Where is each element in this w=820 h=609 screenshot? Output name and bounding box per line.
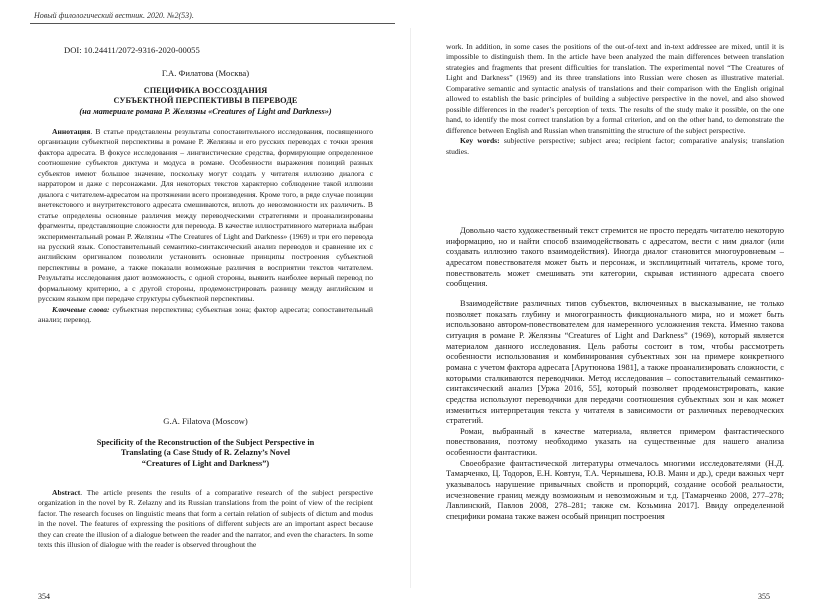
title-ru (38, 86, 373, 117)
right-page (410, 0, 820, 609)
abstract-en-text: . The article presents the results of a comparative research of the subject perspective organization in the novel by R. Zelazny and its Russian translations from the point of view of the recipient factor. The research focuses on linguistic means that form a certain relation of subjects of dictum and modus in the novel. The features of expressing the positions of different subjects are an important aspect because they can create the illusion of a dialogue between the reader and the narrator, and even the characters. In some texts this illusion of dialogue with the reader is observed throughout the (38, 488, 373, 550)
title-en-line1: Specificity of the Reconstruction of the Subject Perspective in (96, 438, 315, 447)
doi: DOI: 10.24411/2072-9316-2020-00055 (64, 45, 200, 55)
page-number-right: 355 (758, 592, 770, 601)
body-paragraph-2: Взаимодействие различных типов субъектов, включенных в высказывание, не только позволяет показать глубину и многогранность фикционального мира, но и может быть использовано автором-повествователем для намеренного усложнения текста. Именно такова ситуация в романе Р. Желязны “Creatures of Light and Darkness” (1969), который является материалом данного исследования. Цель работы состоит в том, чтобы рассмотреть особенности использования и комбинирования субъектных зон на примере конкретного романа с учетом фактора адресата [Арутюнова 1981], а также проанализировать сложности, с которыми сталкиваются переводчики. Метод исследования – сопоставительный семантико-синтаксический анализ [Уржа 2016, 55], который позволяет продемонстрировать, какие средства используют переводчики для передачи соотношения субъектных зон и как может измениться интерпретация текста у читателя в зависимости от различных переводческих стратегий. (446, 298, 784, 426)
header-rule (30, 23, 395, 24)
abstract-en-cont-text: work. In addition, in some cases the positions of the out-of-text and in-text addressee are mixed, until it is impossible to distinguish them. In the article have been analyzed the main differences between translation strategies and fragments that present difficulties for translation. The experimental novel “The Creatures of Light and Darkness” (1969) and its three translations into Russian were chosen as illustrative material. Comparative semantic and syntactic analysis of translations and their comparison with the English original allowed to establish the basic principles of building a subjective perspective in the novel, and also showed possible differences in the reader’s perception of texts. The results of the study make it possible, on the one hand, to identify the most correct translation by a formal criterion, and on the other hand, to demonstrate the difference between English and Russian when transmitting the structure of the subject perspective. (446, 42, 784, 135)
body-paragraph-3: Роман, выбранный в качестве материала, является примером фантастического повествования, поэтому необходимо указать на существенные для нашего анализа особенности фантастики. (446, 426, 784, 458)
title-ru-subtitle: (на материале романа Р. Желязны «Creatures of Light and Darkness») (79, 106, 332, 116)
title-en (38, 438, 373, 469)
author-ru: Г.А. Филатова (Москва) (161, 68, 250, 78)
running-header: Новый филологический вестник. 2020. №2(53). (34, 11, 194, 20)
abstract-ru-text: . В статье представлены результаты сопоставительного исследования, посвященного организации субъектной перспективы в романе Р. Желязны и его русских переводах с точки зрения фактора адресата. В фокусе исследования – лингвистические средства, формирующие определенное соотношение субъектов диктума и модуса в романе. Особенности выражения позиций разных субъектов имеют большое значение, поскольку могут создать у читателя иллюзию диалога с нарратором и даже с персонажами. Для некоторых текстов характерно соблюдение такой иллюзии диалога с читателем-адресатом на протяжении всего произведения. Кроме того, в ряде случае позиции внетекстового и внутритекстового адресата смешиваются, вплоть до невозможности их различить. В статье определены основные различия между переводческими стратегиями и проанализированы фрагменты, представляющие сложности для перевода. В качестве иллюстративного материала выбран экспериментальный роман Р. Желязны «The Creatures of Light and Darkness» (1969) и три его перевода на русский язык. Сопоставительный семантико-синтаксический анализ переводов и сравнение их с английским оригиналом позволили установить основные принципы построения субъектной перспективы в романе, а также показали возможные различия в восприятии текстов читателем. Результаты исследования дают возможность, с одной стороны, выявить наиболее верный перевод по формальному критерию, а с другой стороны, продемонстрировать разницу между английским и русским языком при передаче структуры субъектной перспективы. (38, 127, 373, 304)
keywords-ru-label: Ключевые слова: (52, 304, 110, 314)
author-en: G.A. Filatova (Moscow) (163, 416, 248, 426)
abstract-en-continued (446, 42, 784, 157)
body-paragraph-1: Довольно часто художественный текст стремится не просто передать читателю некоторую информацию, но и найти способ взаимодействовать с адресатом, вести с ним диалог (или создавать иллюзию такого взаимодействия). Иногда диалог становится многоуровневым – адресатом повествователя может быть и персонаж, и эксплицитный читатель, кроме того, повествователь может смешивать эти категории, скрывая истинного адресата своего сообщения. (446, 226, 784, 289)
keywords-en-text: subjective perspective; subject area; recipient factor; comparative analysis; translation studies. (446, 136, 784, 156)
abstract-ru (38, 127, 373, 326)
abstract-en-label: Abstract (52, 488, 81, 497)
article-body (446, 226, 784, 523)
title-ru-line1: СПЕЦИФИКА ВОССОЗДАНИЯ (143, 86, 268, 95)
keywords-en-label: Key words: (460, 136, 500, 146)
body-paragraph-4: Своеобразие фантастической литературы отмечалось многими исследователями (Н.Д. Тамарченко, Ц. Тодоров, Е.Н. Ковтун, Т.А. Чернышева, Ю.В. Манн и др.), среди важных черт указывалось нарушение привычных свойств и пропорций, создание особой реальности, исчезновение границ между возможным и невозможным и т.д. [Тамарченко 2008, 277–278; Лавлинский, Павлов 2008, 278–281; также см. Козьмина 2017]. Ввиду определенной специфики романа также важен особый принцип построения (446, 458, 784, 522)
abstract-en (38, 488, 373, 551)
title-en-line2: Translating (a Case Study of R. Zelazny’s Novel (120, 448, 291, 458)
page-number-left: 354 (38, 592, 50, 601)
keywords-ru-text: субъектная перспектива; субъектная зона; фактор адресата; сопоставительный анализ; перевод. (38, 304, 373, 325)
abstract-ru-label: Аннотация (52, 127, 91, 136)
title-ru-line2: СУБЪЕКТНОЙ ПЕРСПЕКТИВЫ В ПЕРЕВОДЕ (113, 96, 298, 106)
title-en-line3: “Creatures of Light and Darkness”) (141, 458, 270, 468)
